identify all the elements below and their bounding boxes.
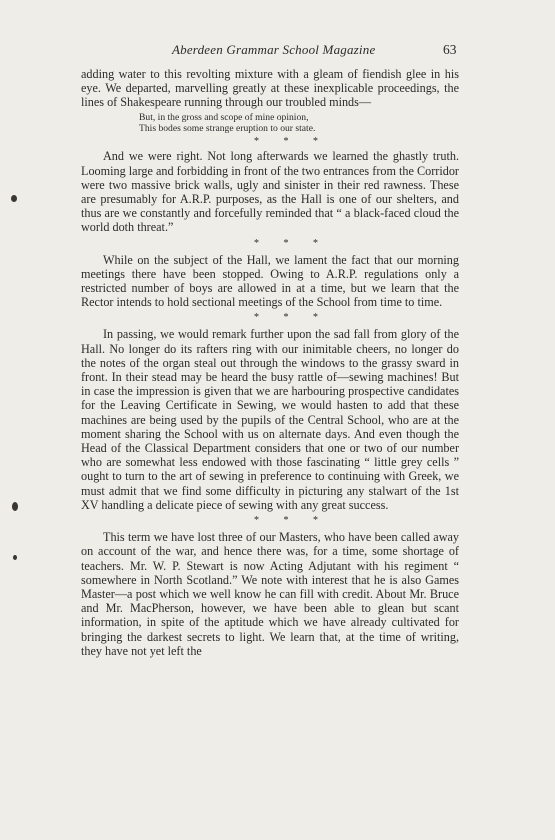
paragraph-1: adding water to this revolting mixture with a gleam of fiendish glee in his eye. We departed, marvelling greatly at these inexplicable proceedings, the lines of Shakespeare running through our troubled minds— <box>81 67 459 110</box>
page-number: 63 <box>443 42 457 57</box>
paragraph-2: And we were right. Not long afterwards we learned the ghastly truth. Looming large and forbidding in front of the two entrances from the Corridor were two massive brick walls, ugly and sinister in their red rawness. These are presumably for A.R.P. purposes, as the Hall is one of our shelters, and thus are we constantly and forcefully reminded that “ a black-faced cloud the world doth threat.” <box>81 149 459 235</box>
paper-speck-1 <box>11 195 17 202</box>
paper-speck-2 <box>12 502 18 511</box>
paragraph-5: This term we have lost three of our Masters, who have been called away on account of the war, and hence there was, for a time, some shortage of teachers. Mr. W. P. Stewart is now Acting Adjutant with his regiment “ somewhere in North Scotland.” We note with interest that he is also Games Master—a post which we well know he can fill with credit. About Mr. Bruce and Mr. MacPherson, however, we have been able to glean but scant information, in spite of the aptitude which we have already cultivated for bringing the darkest secrets to light. We learn that, at the time of writing, they have not yet left the <box>81 530 459 658</box>
shakespeare-quote <box>139 112 459 135</box>
section-separator-2: * * * <box>254 237 320 249</box>
paragraph-4: In passing, we would remark further upon the sad fall from glory of the Hall. No longer do its rafters ring with our inimitable cheers, no longer do the notes of the organ steal out through the windows to the grassy sward in front. In their stead may be heard the busy rattle of—sewing machines! But in case the impression is given that we are harbouring prospective candidates for the Leaving Certificate in Sewing, we would hasten to add that these machines are being used by the pupils of the Central School, who are at the moment sharing the School with us on alternate days. And even though the Head of the Classical Department considers that one or two of our number who are somewhat less endowed with those fascinating “ little grey cells ” ought to turn to the art of sewing in preference to continuing with Greek, we must admit that we find some difficulty in picturing any stalwart of the 1st XV handling a delicate piece of sewing with any great success. <box>81 327 459 512</box>
section-separator-4: * * * <box>254 515 320 527</box>
paper-speck-3 <box>13 555 17 560</box>
running-title: Aberdeen Grammar School Magazine <box>172 42 376 57</box>
article-body <box>81 67 459 658</box>
quote-line-1: But, in the gross and scope of mine opinion, <box>139 111 309 123</box>
section-separator-1: * * * <box>254 136 320 148</box>
page-header <box>0 42 555 62</box>
paragraph-3: While on the subject of the Hall, we lament the fact that our morning meetings there have been stopped. Owing to A.R.P. regulations only a restricted number of boys are allowed in at a time, but we learn that the Rector intends to hold sectional meetings of the School from time to time. <box>81 252 459 310</box>
section-separator-3: * * * <box>254 312 320 324</box>
quote-line-2: This bodes some strange eruption to our state. <box>139 123 316 135</box>
